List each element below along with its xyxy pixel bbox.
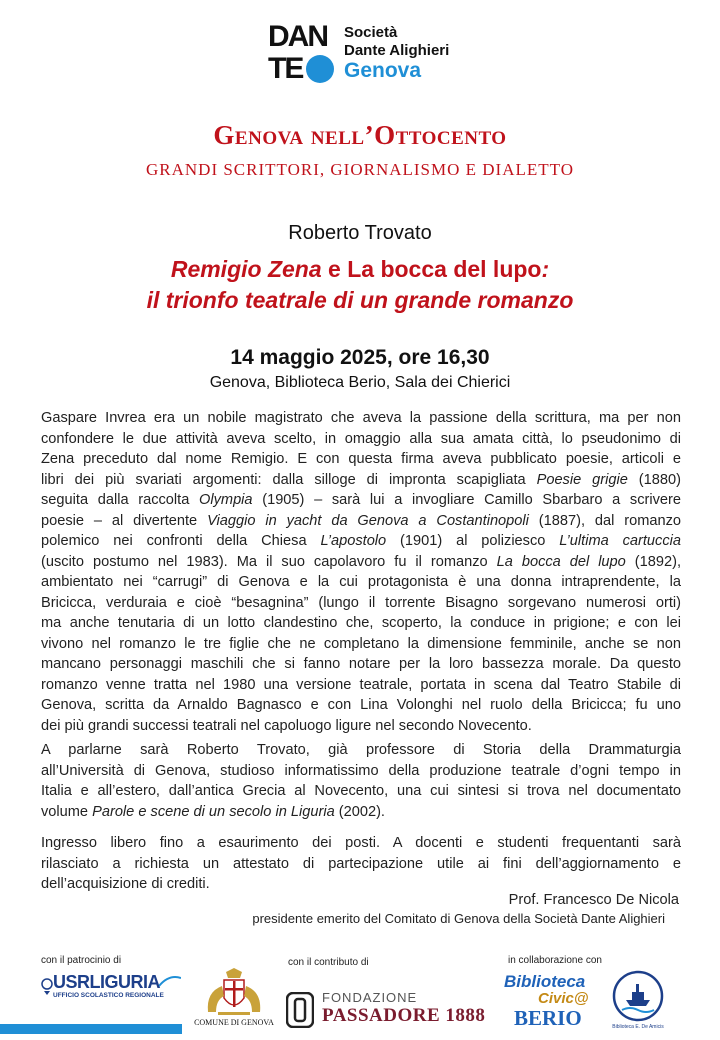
contribution-label: con il contributo di	[288, 957, 369, 968]
text-run: all’Università di Genova, studioso informatissimo della produzione teatrale d’ogni tempo in	[41, 762, 681, 779]
work-title: L’ultima cartuccia	[559, 533, 681, 549]
text-run: romanzo venne tratta nel 1980 una versione teatrale, portata in scena dal Teatro Stabile di	[41, 676, 681, 693]
usr-name: USRLIGURIA	[53, 972, 160, 992]
text-run: dell’acquisizione di crediti.	[41, 876, 210, 892]
comune-caption: COMUNE DI GENOVA	[194, 1018, 274, 1027]
text-run: (1892),	[625, 553, 682, 570]
text-run: (1887), dal romanzo	[528, 512, 681, 529]
talk-title-part: e	[321, 256, 348, 282]
usr-liguria-logo	[41, 972, 181, 1012]
text-run: dei più grandi successi teatrali nel capoluogo ligure nel secondo Novecento.	[41, 717, 532, 734]
text-run: polemico nei confronti della Chiesa	[41, 533, 321, 549]
text-line	[41, 531, 681, 552]
text-line	[41, 675, 681, 696]
event-date: 14 maggio 2025, ore 16,30	[230, 346, 490, 369]
swoosh-icon	[159, 974, 181, 988]
signature-name: Prof. Francesco De Nicola	[508, 892, 679, 908]
fondazione-line-1: FONDAZIONE	[322, 990, 418, 1005]
talk-title-part: La bocca del lupo	[347, 256, 542, 282]
usr-blue-bar	[0, 1024, 182, 1034]
text-run: Italia e all’estero, dall’antica Grecia al Novecento, una cui sintesi si trova nel documentato	[41, 783, 681, 799]
text-run: (1905) – sarà lui a invogliare Camillo Sbarbaro a scrivere	[252, 492, 682, 508]
logo-letters-bottom: TE	[268, 52, 303, 85]
text-run: volume	[41, 803, 93, 820]
text-line	[41, 716, 681, 737]
body-paragraph-3	[41, 833, 681, 895]
text-run: A parlarne sarà Roberto Trovato, già professore di Storia della Drammaturgia	[41, 742, 681, 758]
text-run: Ingresso libero fino a esaurimento dei posti. A docenti e studenti frequentanti sarà	[41, 835, 681, 851]
event-venue: Genova, Biblioteca Berio, Sala dei Chierici	[209, 374, 511, 391]
body-paragraph-2	[41, 740, 681, 822]
text-line	[41, 490, 681, 511]
passadore-mark-icon	[286, 992, 314, 1028]
text-run: poesie – al divertente	[41, 512, 208, 529]
text-run: seguita dalla raccolta	[41, 492, 200, 508]
text-run: rilasciato a richiesta un attestato di partecipazione utile ai fini dell’aggiornamento e	[41, 855, 681, 872]
berio-line-1: Biblioteca	[504, 972, 586, 991]
coat-of-arms-icon	[204, 968, 264, 1018]
body-paragraph-1	[41, 408, 681, 736]
text-line	[41, 695, 681, 716]
text-line	[41, 429, 681, 450]
berio-line-2: Civic@	[538, 990, 589, 1007]
text-run: (1880)	[627, 471, 681, 488]
page-title: Genova nell’Ottocento	[213, 120, 507, 150]
text-run: Genova, scritta da Arnaldo Bagnasco e con Lina Volonghi nel ruolo della Bricicca; fu uno	[41, 697, 681, 713]
text-run: vivono nel romanzo le tre figlie che ne completano la dimensione femminile, anche se non	[41, 635, 681, 652]
comune-genova-logo	[188, 968, 280, 1030]
text-run: mancano personaggi maschili che si fanno notare per la loro bassezza morale. Da questo	[41, 656, 681, 672]
logo-line-3: Genova	[344, 59, 422, 82]
usr-subtitle: UFFICIO SCOLASTICO REGIONALE	[53, 992, 164, 999]
emblem-icon	[41, 974, 53, 996]
de-amicis-caption: Biblioteca E. De Amicis	[612, 1024, 664, 1030]
text-run: Gaspare Invrea era un nobile magistrato che aveva la passione della scrittura, ma per non	[41, 410, 681, 426]
text-line	[41, 572, 681, 593]
ship-emblem-icon	[612, 970, 664, 1022]
work-title: Parole e scene di un secolo in Liguria	[92, 803, 335, 820]
logo-line-1: Società	[344, 24, 398, 41]
work-title: La bocca del lupo	[496, 553, 626, 570]
text-run: Bricicca, verduraia e cioè “besagnina” (lungo il torrente Bisagno sorgevano numerosi orti)	[41, 594, 681, 611]
text-line	[41, 761, 681, 782]
talk-title-part: :	[541, 256, 550, 282]
biblioteca-de-amicis-logo	[608, 970, 668, 1034]
text-run: ambientato nei “carrugi” di Genova e la cui protagonista è una donna intraprendente, la	[41, 574, 681, 590]
text-line	[41, 833, 681, 854]
work-title: Viaggio in yacht da Genova a Costantinopoli	[207, 512, 529, 529]
text-line	[41, 654, 681, 675]
fondazione-passadore-logo	[286, 990, 486, 1030]
text-run: Zena preceduto dal nome Remigio. E con questa firma aveva pubblicato poesie, articoli e	[41, 451, 681, 467]
dante-logo	[268, 22, 458, 84]
text-line	[41, 470, 681, 491]
biblioteca-berio-logo	[504, 968, 604, 1032]
text-run: libri dei più svariati argomenti: dalla silloge di impronta scapigliata	[41, 471, 537, 488]
patronage-label: con il patrocinio di	[41, 955, 122, 966]
text-line	[41, 802, 681, 823]
text-run: confondere le due attività aveva scelto, in omaggio alla sua amata città, lo pseudonimo di	[41, 430, 681, 447]
berio-line-3: BERIO	[514, 1006, 582, 1030]
fondazione-line-2: PASSADORE 1888	[322, 1005, 486, 1026]
page-subtitle: GRANDI SCRITTORI, GIORNALISMO E DIALETTO	[146, 160, 574, 179]
signature-role: presidente emerito del Comitato di Genova della Società Dante Alighieri	[252, 911, 665, 926]
work-title: L’apostolo	[320, 533, 387, 549]
speaker-name: Roberto Trovato	[288, 222, 432, 244]
talk-title-line-2: il trionfo teatrale di un grande romanzo	[146, 287, 574, 313]
logo-line-2: Dante Alighieri	[344, 42, 450, 59]
text-line	[41, 740, 681, 761]
text-run: (uscito postumo nel 1983). Ma il suo capolavoro fu il romanzo	[41, 553, 497, 570]
text-line	[41, 613, 681, 634]
text-line	[41, 593, 681, 614]
logo-blue-dot	[306, 55, 334, 83]
text-line	[41, 552, 681, 573]
logo-letters-top: DAN	[268, 20, 327, 53]
text-line	[41, 511, 681, 532]
text-line	[41, 634, 681, 655]
work-title: Olympia	[199, 492, 253, 508]
text-line	[41, 781, 681, 802]
text-line	[41, 408, 681, 429]
talk-title-part: Remigio Zena	[170, 256, 322, 282]
collaboration-label: in collaborazione con	[508, 955, 602, 966]
text-run: ma anche tenutaria di un lotto clandestino che, scoperto, la conduce in prigione; e con lei	[41, 615, 681, 631]
talk-title-line-1	[0, 256, 720, 283]
text-run: (1901) al poliziesco	[386, 533, 560, 549]
text-line	[41, 449, 681, 470]
work-title: Poesie grigie	[536, 471, 628, 488]
text-run: (2002).	[334, 803, 385, 820]
text-line	[41, 854, 681, 875]
